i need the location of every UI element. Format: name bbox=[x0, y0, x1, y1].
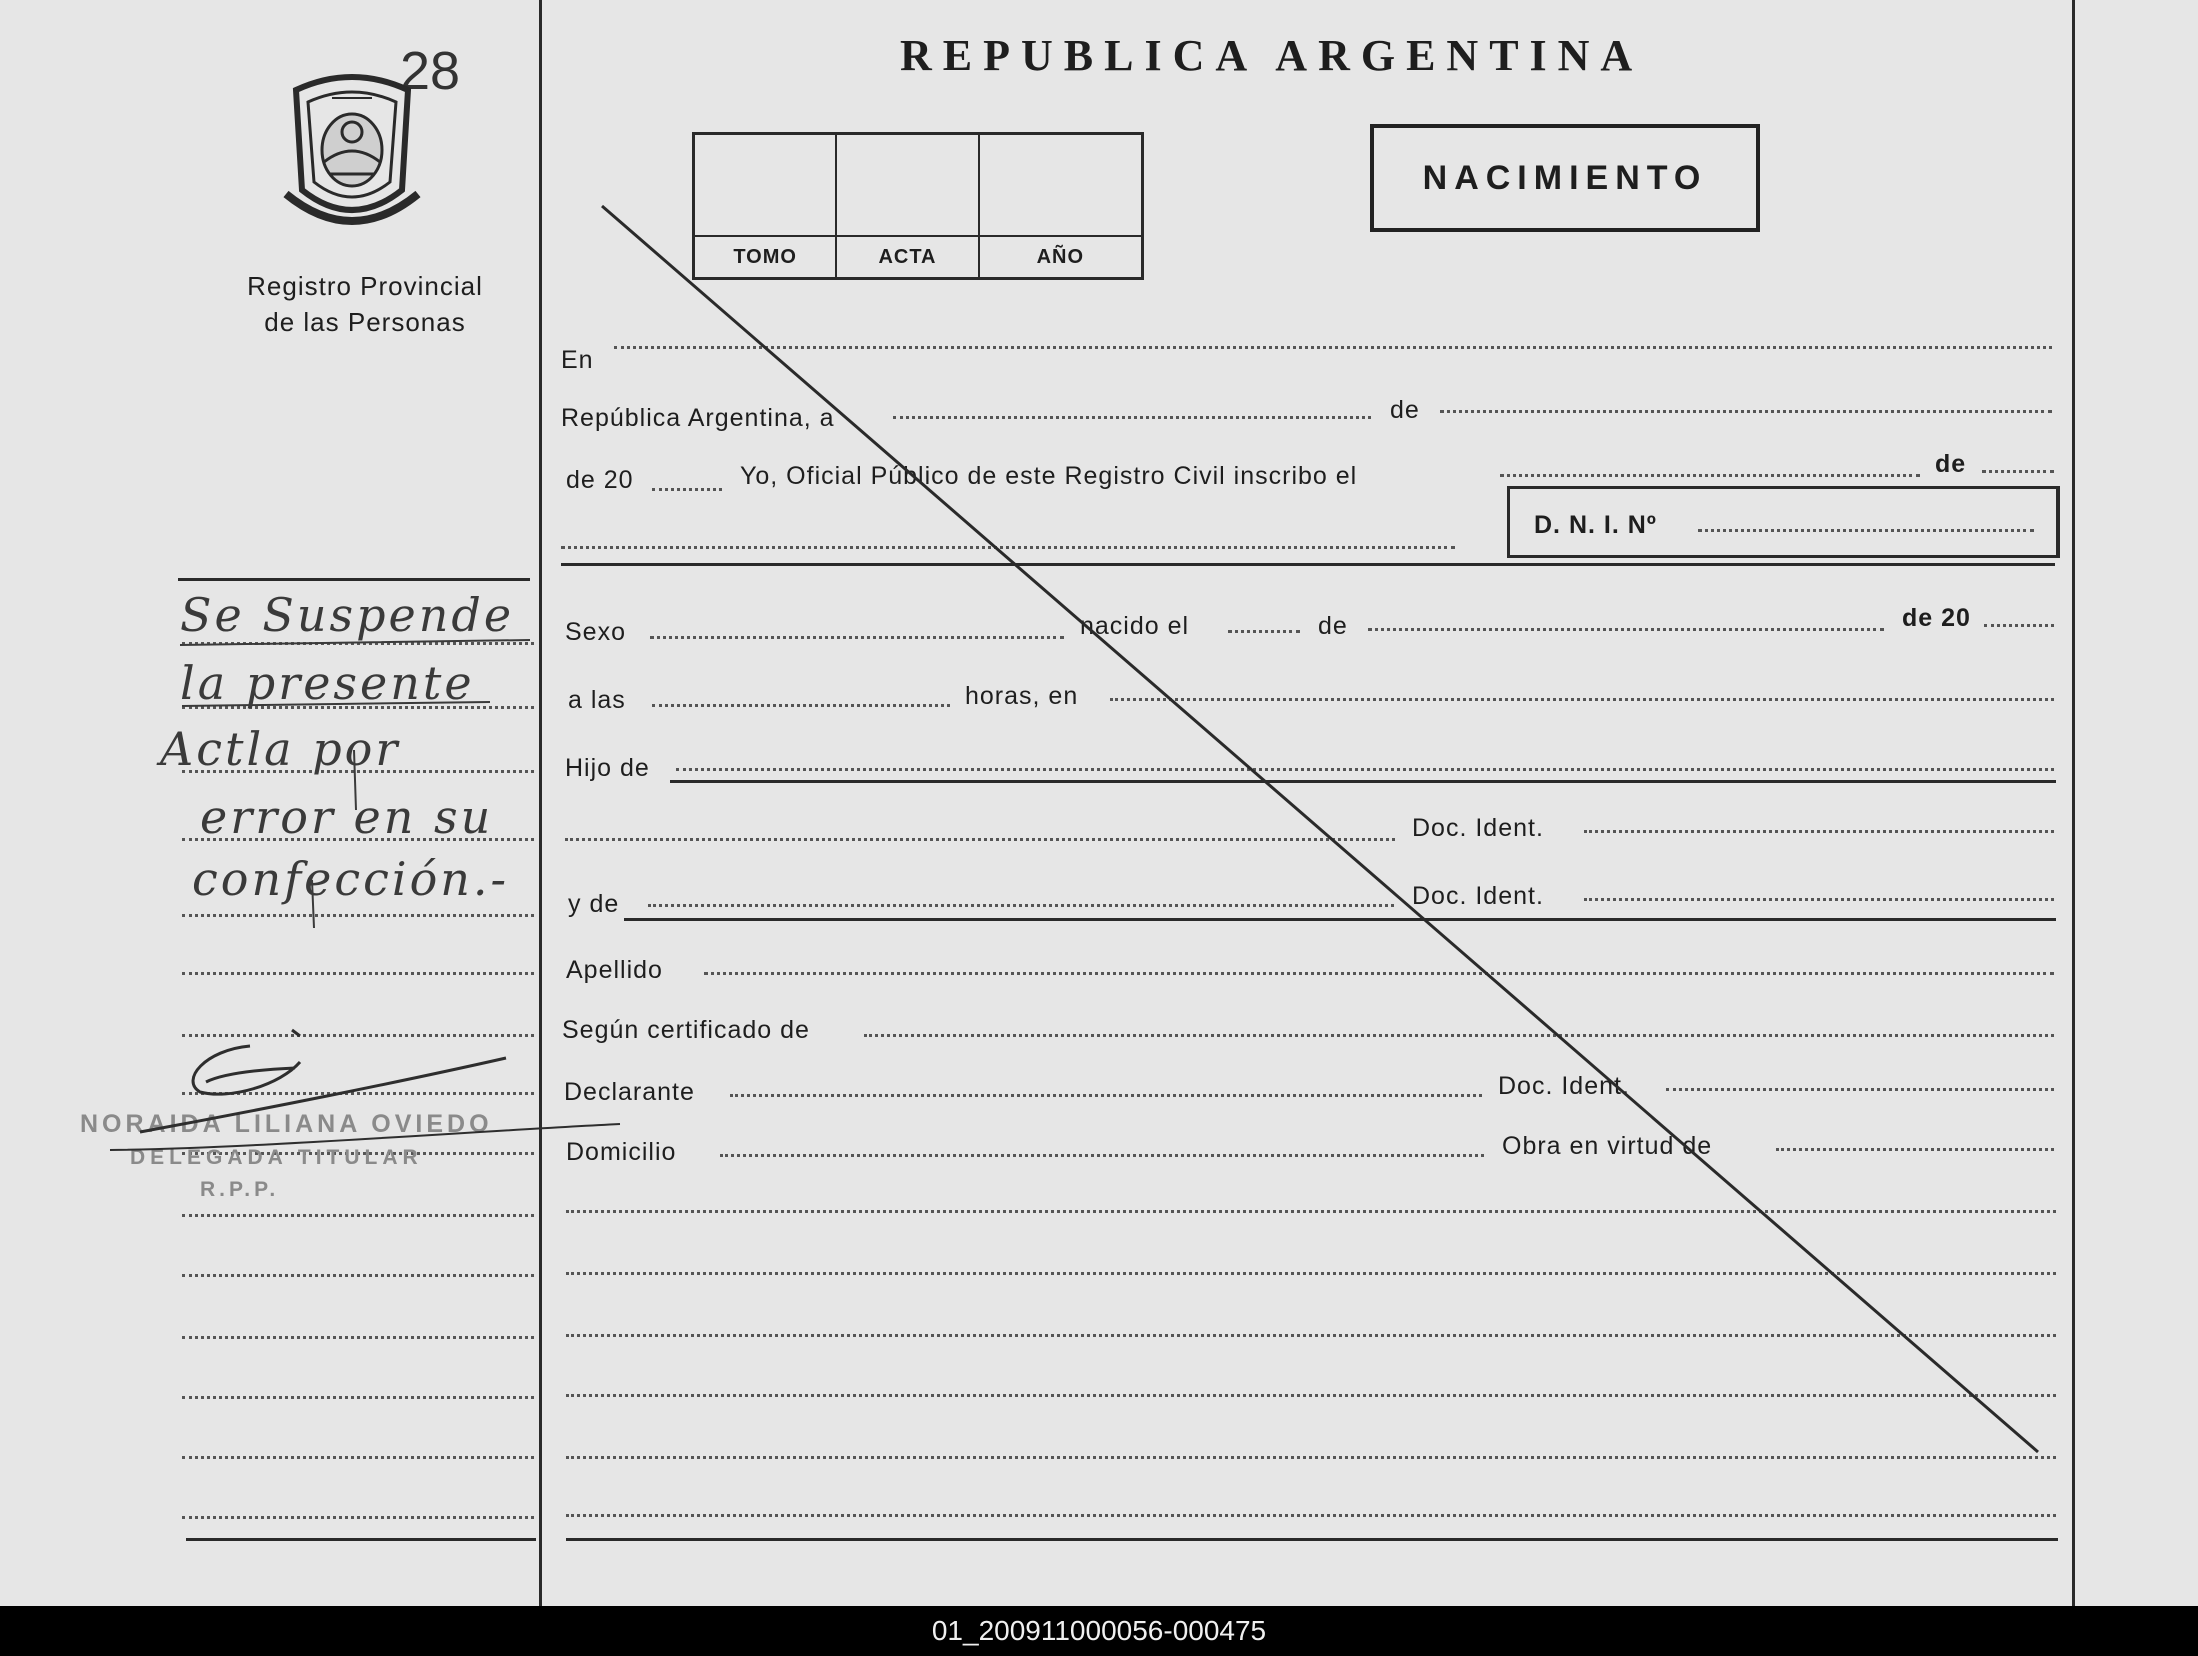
annotation-line-1: Se Suspende bbox=[180, 588, 515, 642]
label-declarante: Declarante bbox=[564, 1078, 695, 1106]
label-de-2: de bbox=[1935, 450, 1967, 478]
registry-line-2: de las Personas bbox=[264, 307, 466, 337]
label-doc-ident-2: Doc. Ident. bbox=[1412, 882, 1544, 910]
annotation-line-5: confección.- bbox=[192, 852, 510, 906]
tomo-label: TOMO bbox=[695, 235, 835, 277]
act-type-box: NACIMIENTO bbox=[1370, 124, 1760, 232]
cancellation-diagonal bbox=[602, 206, 2038, 1452]
label-republica: República Argentina, a bbox=[561, 404, 835, 432]
label-de-1: de bbox=[1390, 396, 1420, 424]
folio-number: 28 bbox=[400, 41, 461, 101]
signature-stroke-2 bbox=[110, 1124, 620, 1150]
annotation-line-2: la presente bbox=[180, 656, 475, 710]
label-de20: de 20 bbox=[566, 466, 634, 494]
stamp-org: R.P.P. bbox=[200, 1178, 280, 1201]
annotation-line-4: error en su bbox=[200, 790, 494, 844]
label-a-las: a las bbox=[568, 686, 626, 714]
scan-id-bar: 01_200911000056-000475 bbox=[0, 1606, 2198, 1656]
annotation-line-3: Actla por bbox=[160, 722, 401, 776]
label-yo-oficial: Yo, Oficial Público de este Registro Civil inscribo el bbox=[740, 462, 1358, 490]
label-obra-en-virtud: Obra en virtud de bbox=[1502, 1132, 1713, 1160]
label-domicilio: Domicilio bbox=[566, 1138, 677, 1166]
annotation-underline bbox=[180, 640, 530, 706]
label-doc-ident-1: Doc. Ident. bbox=[1412, 814, 1544, 842]
label-nacido-el: nacido el bbox=[1080, 612, 1190, 640]
annotation-tick bbox=[312, 750, 356, 928]
anio-label: AÑO bbox=[980, 235, 1141, 277]
label-de20-b: de 20 bbox=[1902, 604, 1971, 632]
registry-line-1: Registro Provincial bbox=[247, 271, 483, 301]
label-apellido: Apellido bbox=[566, 956, 663, 984]
signature-stroke-1 bbox=[140, 1058, 506, 1132]
stamp-name: NORAIDA LILIANA OVIEDO bbox=[80, 1110, 493, 1138]
label-segun-certificado: Según certificado de bbox=[562, 1016, 810, 1044]
acta-label: ACTA bbox=[837, 235, 977, 277]
signature-mark bbox=[193, 1030, 300, 1094]
label-dni: D. N. I. Nº bbox=[1534, 511, 1657, 539]
label-hijo-de: Hijo de bbox=[565, 754, 650, 782]
stamp-title: DELEGADA TITULAR bbox=[130, 1146, 423, 1169]
page-title: REPUBLICA ARGENTINA bbox=[900, 31, 1644, 80]
label-horas-en: horas, en bbox=[965, 682, 1079, 710]
label-en: En bbox=[561, 346, 594, 374]
label-sexo: Sexo bbox=[565, 618, 626, 646]
label-y-de: y de bbox=[568, 890, 620, 918]
label-doc-ident-3: Doc. Ident. bbox=[1498, 1072, 1630, 1100]
label-de-3: de bbox=[1318, 612, 1348, 640]
